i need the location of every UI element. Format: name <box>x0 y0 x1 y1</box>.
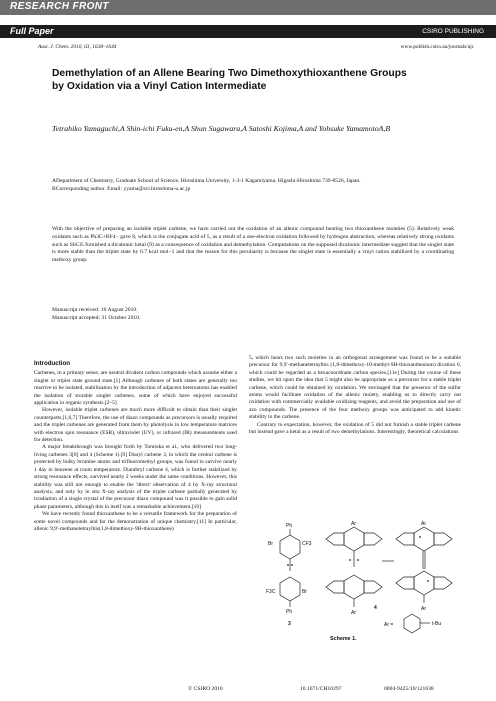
anthryl-bottom <box>326 575 382 599</box>
body-column-right <box>249 355 461 436</box>
compound-number-3: 3 <box>288 621 291 627</box>
benzene-ring <box>280 535 300 559</box>
label-ar: Ar <box>351 521 356 527</box>
label-ph: Ph <box>286 609 293 615</box>
issn: 0004-9425/10/121638 <box>384 686 434 692</box>
compound-number-4: 4 <box>374 605 377 611</box>
doi[interactable]: 10.1071/CH10297 <box>300 686 342 692</box>
label-ar: Ar <box>351 610 356 616</box>
banner-label: RESEARCH FRONT <box>10 1 109 12</box>
scheme-caption: Scheme 1. <box>330 636 357 642</box>
manuscript-dates <box>52 306 140 323</box>
journal-url[interactable]: www.publish.csiro.au/journals/ajc <box>400 44 474 50</box>
received-date: Manuscript received: 10 August 2010. <box>52 307 138 313</box>
affiliation-a: ADepartment of Chemistry, Graduate School of Science, Hiroshima University, 1-3-1 Kagamiyama, Higashi-Hiroshima 739-8526, Japan. <box>52 178 361 184</box>
paragraph: Carbenes, in a primary sense, are neutral divalent carbon compounds which assume either a singlet or triplet state ground state.[1] Although carbenes of both states are generally too reactive to be isolated, stabilization by the introduction of adjacent heteroatoms has enabled the isolation of storable singlet carbenes, some of which have enjoyed successful application in organic synthesis.[2–5] <box>34 370 237 407</box>
aryl-ring <box>404 614 420 633</box>
resonance-bottom <box>396 571 452 595</box>
journal-reference: Aust. J. Chem. 2010, 63, 1638–1644 <box>38 44 117 50</box>
paragraph: Contrary to expectation, however, the oxidation of 5 did not furnish a stable triplet carbene but instead gave a ketal as a result of two demethylations. Interestingly, theoretical calculations <box>249 421 461 436</box>
body-column-left <box>34 360 237 533</box>
label-ph: Ph <box>286 523 293 529</box>
label-f3c: F3C <box>266 589 276 595</box>
benzene-ring <box>280 577 300 601</box>
resonance-top <box>396 527 452 551</box>
label-ar: Ar <box>421 606 426 612</box>
author-list: Tetrahiko Yamaguchi,A Shin-ichi Fuku-en,A Shun Sugawara,A Satoshi Kojima,A and Yohsuke YamamotoA,B <box>52 124 391 133</box>
label-br: Br <box>268 541 273 547</box>
paragraph: We have recently found thioxanthene to be a versatile framework for the preparation of some novel compounds and for the demonstration of unique chemistry.[11] In particular, allenic 9,9′-methanetetraylbis(1,8-dimethoxy-9H-thioxanthene) <box>34 511 237 532</box>
scheme-1-structures <box>254 515 466 643</box>
section-heading-introduction: Introduction <box>34 360 71 367</box>
label-br: Br <box>302 589 307 595</box>
label-ar: Ar <box>421 521 426 527</box>
paragraph: A major breakthrough was brought forth by Tomioka et al., who delivered two long-living carbenes 3[8] and 4 (Scheme 1).[9] Diaryl carbene 3, in which the central carbene is protected by bulky bromine atoms and trifluoromethyl groups, was found to survive nearly 1 day in benzene at room temperature. Dianthryl carbene 4, which is further stabilized by strong resonance effects, survived nearly 2 weeks under the same conditions. However, this stability was still not enough to enable the 'direct' observation of 4 by X-ray structural analysis, and only by in situ X-ray analysis of the triplet carbene partially generated by irradiation of a single crystal of the precursor diazo compound was it possible to gain solid phase parameters, although this in itself was a remarkable achievement.[10] <box>34 444 237 510</box>
article-title: Demethylation of an Allene Bearing Two Dimethoxythioxanthene Groups by Oxidation via a Vinyl Cation Intermediate <box>52 68 407 92</box>
article-type-label: Full Paper <box>10 26 54 36</box>
label-ar-definition: Ar = <box>384 622 394 628</box>
copyright: © CSIRO 2010 <box>188 686 223 692</box>
paragraph: However, isolable triplet carbenes are much more difficult to obtain than their singlet counterparts.[1,6,7] Therefore, the use of diazo compounds as precursors is usually required and the triplet carbenes are generated from them by photolysis in low temperature matrices with electron spin resonance (ESR), ultraviolet (UV), or infrared (IR) measurements used for detection. <box>34 407 237 444</box>
anthryl-top <box>326 527 382 551</box>
label-cf3: CF3 <box>302 541 312 547</box>
accepted-date: Manuscript accepted: 31 October 2010. <box>52 315 141 322</box>
label-tbu: t-Bu <box>432 621 442 627</box>
affiliation-b: BCorresponding author. Email: yyama@sci.hiroshima-u.ac.jp <box>52 185 191 192</box>
affiliations <box>52 178 432 193</box>
abstract: With the objective of preparing an isolable triplet carbene, we have carried out the oxidation of an allenic compound bearing two thioxanthene moieties (5). Relatively weak oxidants such as Ph3C+BF4− gave 8, which is the conjugate acid of 5, as a result of a one-electron oxidation followed by hydrogen abstraction, whereas relatively strong oxidants such as SbCl5 furnished a dicationic ketal (9) as a consequence of oxidation and demethylation. Computations on the supposed dicationic intermediate suggest that the singlet state is more stable than the triplet state by 6.7 kcal mol−1 and that the reason for this peculiarity is because the singlet state is essentially a vinyl cation stabilized by a coordinating methoxy group. <box>52 226 454 264</box>
section-banner <box>0 0 496 15</box>
paragraph: 5, which bears two such moieties in an orthogonal arrangement was found to be a suitable precursor for 9,9′-methanetetraylbis (1,8-dimethoxy-10-methyl-9H-thioxanthenium) dication 6, which could be regarded as a hexacoordinate carbon species.[11e] During the course of these studies, we hit upon the idea that 5 might also be appropriate as a precursor for a stable triplet carbene, which could be obtained by oxidation. We envisaged that the presence of the sulfur atoms would facilitate oxidation of the allenic moiety, enabling us to directly carry out oxidation with commercially available oxidizing reagents, and avoid the preparation and use of azo compounds. The presence of the four methoxy groups was anticipated to add kinetic stability to the carbene. <box>249 355 461 421</box>
publisher-name: CSIRO PUBLISHING <box>422 28 484 35</box>
